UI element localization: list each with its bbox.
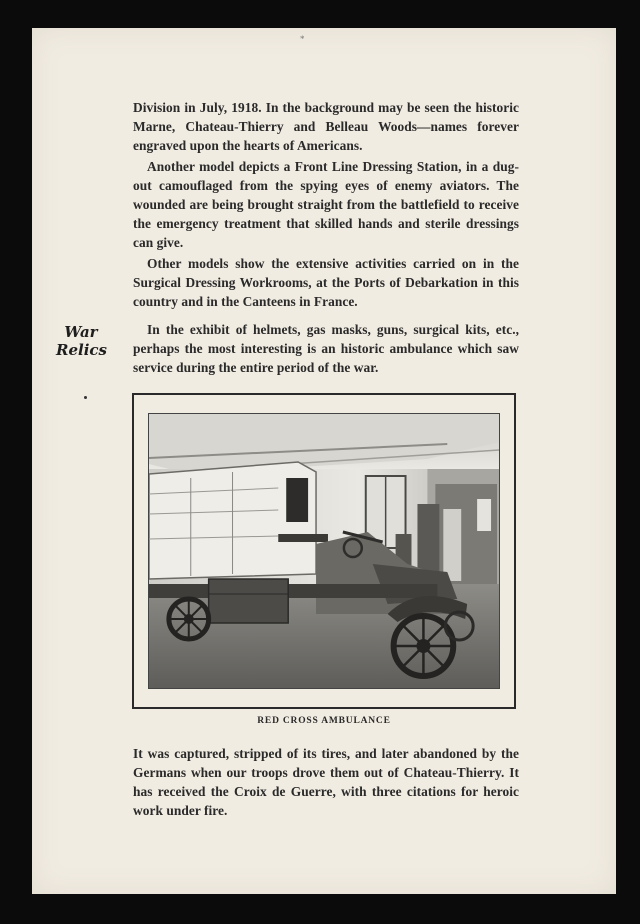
paragraph-text: Another model depicts a Front Line Dressing Station, in a dug-out camouflaged from the spying eyes of enemy aviators. The wounded are being brought straight from the battlefield to receive the emergency treatment that skilled hands and sterile dressings can give. [133,159,519,250]
side-note-line: War [64,323,98,341]
paragraph-text: In the exhibit of helmets, gas masks, guns, surgical kits, etc., perhaps the most interesting is an historic ambulance which saw service during the entire period of the war. [133,322,519,375]
paragraph-dressing-station [133,157,519,252]
paragraph-captured [133,744,519,820]
paragraph-exhibit [133,320,519,377]
paragraph-workrooms [133,254,519,311]
page-mark: * [300,34,305,44]
paragraph-text: Other models show the extensive activities carried on in the Surgical Dressing Workrooms, at the Ports of Debarkation in this country and in the Canteens in France. [133,256,519,309]
side-note-line: Relics [56,341,107,359]
paragraph-text: It was captured, stripped of its tires, and later abandoned by the Germans when our troops drove them out of Chateau-Thierry. It has received the Croix de Guerre, with three citations for heroic work under fire. [133,746,519,818]
paragraph-marne [133,98,519,155]
paragraph-text: Division in July, 1918. In the background may be seen the historic Marne, Chateau-Thierry and Belleau Woods—names forever engraved upon the hearts of Americans. [133,100,519,153]
ambulance-photo [148,413,500,689]
side-note-war-relics [56,323,106,359]
photo-caption: RED CROSS AMBULANCE [257,716,391,726]
photo-frame [132,393,516,709]
document-page [32,28,616,894]
ambulance-illustration [149,414,499,688]
print-speck [84,396,87,399]
